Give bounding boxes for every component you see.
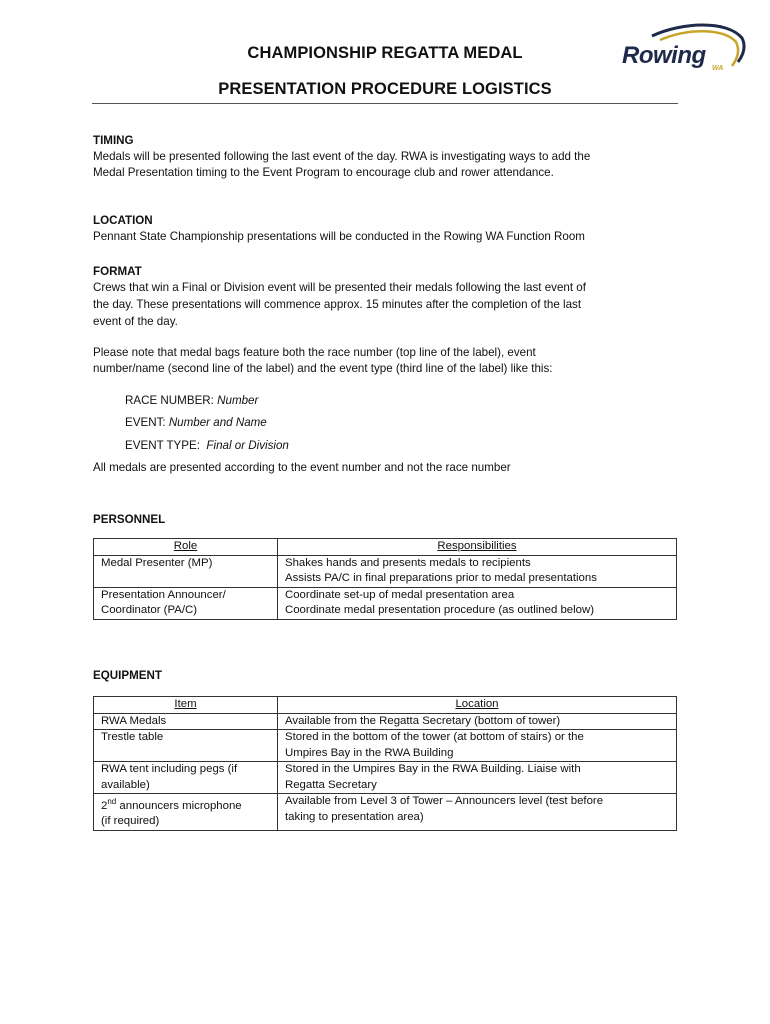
location-cell bbox=[278, 794, 677, 831]
table-header-row bbox=[94, 697, 677, 714]
timing-heading: TIMING bbox=[93, 134, 134, 147]
medal-bag-note: Please note that medal bags feature both the race number (top line of the label), event bbox=[93, 346, 536, 359]
responsibility-cell bbox=[278, 555, 677, 587]
item-text: announcers microphone bbox=[116, 799, 242, 812]
cell-text: Coordinate medal presentation procedure (as outlined below) bbox=[285, 604, 594, 616]
event-value: Number and Name bbox=[168, 416, 267, 429]
rowing-wa-logo bbox=[612, 20, 748, 80]
cell-text: Stored in the bottom of the tower (at bottom of stairs) or the bbox=[285, 731, 584, 743]
event-label: EVENT: bbox=[125, 416, 169, 429]
cell-text bbox=[101, 794, 270, 814]
ordinal-number: 2 bbox=[101, 799, 108, 812]
event-example bbox=[125, 415, 705, 431]
cell-text: RWA tent including pegs (if bbox=[101, 763, 238, 775]
cell-text: Available from Level 3 of Tower – Announcers level (test before bbox=[285, 795, 604, 807]
table-row bbox=[94, 730, 677, 762]
cell-text: Medal Presenter (MP) bbox=[101, 556, 213, 569]
medal-bag-note: number/name (second line of the label) and the event type (third line of the label) like this: bbox=[93, 362, 553, 375]
personnel-heading: PERSONNEL bbox=[93, 513, 166, 526]
responsibility-cell bbox=[278, 587, 677, 619]
role-cell bbox=[94, 555, 278, 587]
table-row bbox=[94, 762, 677, 794]
ordinal-suffix: nd bbox=[107, 797, 117, 806]
cell-text: Trestle table bbox=[101, 731, 164, 743]
cell-text: Shakes hands and presents medals to recipients bbox=[285, 556, 531, 569]
location-cell bbox=[278, 762, 677, 794]
event-type-label: EVENT TYPE: bbox=[125, 439, 207, 452]
column-header: Responsibilities bbox=[278, 539, 677, 556]
logo-wordmark: Rowing bbox=[622, 42, 706, 69]
cell-text: Assists PA/C in final preparations prior to medal presentations bbox=[285, 572, 597, 584]
item-cell bbox=[94, 713, 278, 730]
item-cell bbox=[94, 794, 278, 831]
timing-line: Medal Presentation timing to the Event Program to encourage club and rower attendance. bbox=[93, 166, 554, 179]
cell-text: RWA Medals bbox=[101, 714, 167, 727]
table-row bbox=[94, 587, 677, 619]
location-cell bbox=[278, 730, 677, 762]
column-header: Item bbox=[94, 697, 278, 714]
format-closing: All medals are presented according to the event number and not the race number bbox=[93, 461, 511, 474]
event-type-value: Final or Division bbox=[206, 439, 289, 452]
table-row bbox=[94, 713, 677, 730]
role-cell bbox=[94, 587, 278, 619]
cell-text: (if required) bbox=[101, 815, 160, 828]
format-line: Crews that win a Final or Division event will be presented their medals following the last event of bbox=[93, 281, 586, 294]
title-divider bbox=[92, 103, 678, 104]
cell-text: Available from the Regatta Secretary (bottom of tower) bbox=[285, 714, 561, 727]
document-title-line2: PRESENTATION PROCEDURE LOGISTICS bbox=[218, 80, 552, 98]
location-cell bbox=[278, 713, 677, 730]
race-number-label: RACE NUMBER: bbox=[125, 394, 218, 407]
cell-text: Stored in the Umpires Bay in the RWA Building. Liaise with bbox=[285, 763, 581, 775]
cell-text: Regatta Secretary bbox=[285, 778, 377, 791]
cell-text: Coordinator (PA/C) bbox=[101, 604, 198, 616]
format-line: event of the day. bbox=[93, 315, 178, 328]
location-line: Pennant State Championship presentations will be conducted in the Rowing WA Function Room bbox=[93, 230, 585, 243]
column-header: Location bbox=[278, 697, 677, 714]
document-title-line1: CHAMPIONSHIP REGATTA MEDAL bbox=[247, 44, 523, 62]
item-cell bbox=[94, 762, 278, 794]
logo-sub: WA bbox=[712, 65, 724, 72]
personnel-table bbox=[93, 538, 677, 620]
format-line: the day. These presentations will commence approx. 15 minutes after the completion of the last bbox=[93, 298, 582, 311]
race-number-example bbox=[125, 393, 705, 409]
event-type-example bbox=[125, 438, 705, 454]
equipment-table bbox=[93, 696, 677, 831]
column-header: Role bbox=[94, 539, 278, 556]
location-heading: LOCATION bbox=[93, 214, 153, 227]
cell-text: Presentation Announcer/ bbox=[101, 588, 226, 601]
equipment-heading: EQUIPMENT bbox=[93, 669, 162, 682]
table-row bbox=[94, 555, 677, 587]
race-number-value: Number bbox=[217, 394, 259, 407]
cell-text: Umpires Bay in the RWA Building bbox=[285, 746, 454, 759]
table-row bbox=[94, 794, 677, 831]
cell-text: taking to presentation area) bbox=[285, 810, 424, 823]
timing-line: Medals will be presented following the last event of the day. RWA is investigating ways to add the bbox=[93, 150, 591, 163]
cell-text: Coordinate set-up of medal presentation area bbox=[285, 588, 515, 601]
table-header-row bbox=[94, 539, 677, 556]
cell-text: available) bbox=[101, 778, 150, 791]
item-cell bbox=[94, 730, 278, 762]
format-heading: FORMAT bbox=[93, 265, 142, 278]
